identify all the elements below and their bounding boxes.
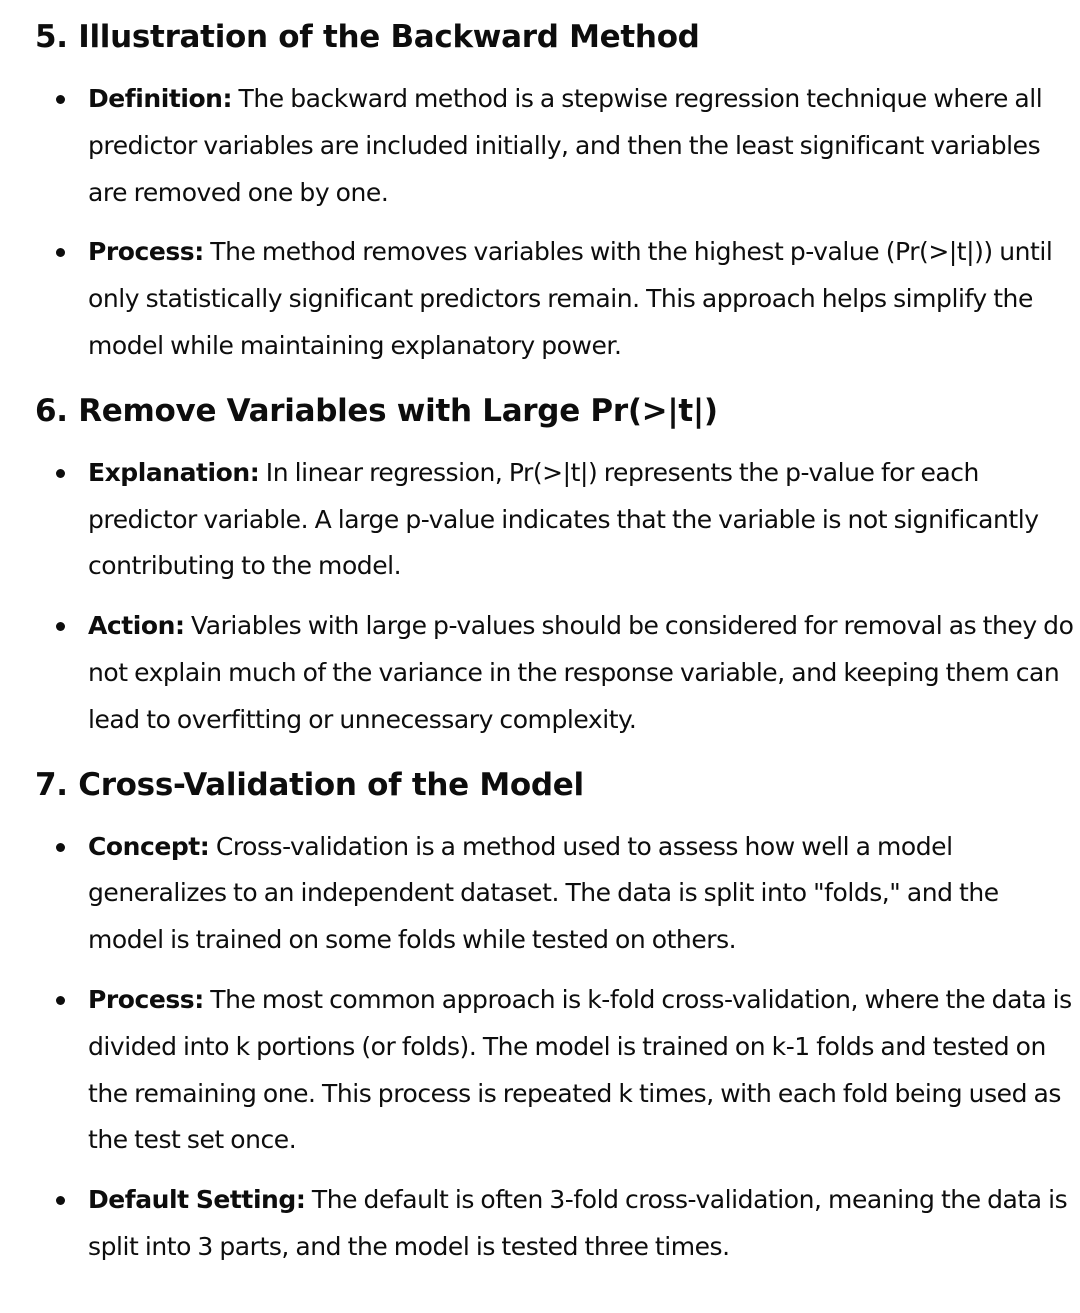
item-term: Action: — [88, 611, 185, 641]
bullet-icon — [56, 95, 65, 104]
list-item-process — [35, 229, 1080, 369]
bullet-icon — [56, 248, 65, 257]
bullet-icon — [56, 1196, 65, 1205]
item-term: Explanation: — [88, 457, 260, 487]
list-item-explanation — [35, 450, 1080, 590]
section-remove-variables — [35, 383, 1080, 744]
section-title: 7. Cross-Validation of the Model — [35, 766, 584, 803]
item-text: Cross-validation is a method used to assess how well a model generalizes to an independent dataset. The data is split into "folds," and the model is trained on some folds while tested on others. — [88, 831, 999, 955]
bullet-icon — [56, 622, 65, 631]
list-item-definition — [35, 76, 1080, 216]
item-text: The default is often 3-fold cross-validation, meaning the data is split into 3 parts, and the model is tested three times. — [88, 1185, 1068, 1261]
item-text: The method removes variables with the highest p-value (Pr(>|t|)) until only statistically significant predictors remain. This approach helps simplify the model while maintaining explanatory power. — [88, 237, 1053, 360]
bullet-icon — [56, 996, 65, 1005]
section-cross-validation — [35, 757, 1080, 1271]
bullet-icon — [56, 843, 65, 852]
item-term: Process: — [88, 984, 204, 1014]
item-term: Concept: — [88, 831, 210, 861]
bullet-list — [35, 450, 1080, 744]
bullet-icon — [56, 469, 65, 478]
list-item-concept — [35, 824, 1080, 964]
section-title: 5. Illustration of the Backward Method — [35, 19, 700, 55]
bullet-list — [35, 76, 1080, 370]
list-item-default-setting — [35, 1177, 1080, 1271]
bullet-list — [35, 824, 1080, 1271]
section-backward-method — [35, 0, 1080, 370]
item-term: Definition: — [88, 84, 233, 113]
item-term: Default Setting: — [88, 1185, 306, 1215]
list-item-action — [35, 603, 1080, 743]
item-term: Process: — [88, 237, 204, 267]
item-text: In linear regression, Pr(>|t|) represents the p-value for each predictor variable. A large p-value indicates that the variable is not significantly contributing to the model. — [88, 457, 1039, 581]
list-item-process — [35, 977, 1080, 1164]
item-text: Variables with large p-values should be considered for removal as they do not explain much of the variance in the response variable, and keeping them can lead to overfitting or unnecessary complexity. — [88, 611, 1074, 734]
item-text: The backward method is a stepwise regression technique where all predictor variables are included initially, and then the least significant variables are removed one by one. — [88, 84, 1043, 207]
item-text: The most common approach is k-fold cross-validation, where the data is divided into k portions (or folds). The model is trained on k-1 folds and tested on the remaining one. This process is repeated k times, with each fold being used as the test set once. — [88, 984, 1072, 1155]
section-title: 6. Remove Variables with Large Pr(>|t|) — [35, 392, 718, 429]
